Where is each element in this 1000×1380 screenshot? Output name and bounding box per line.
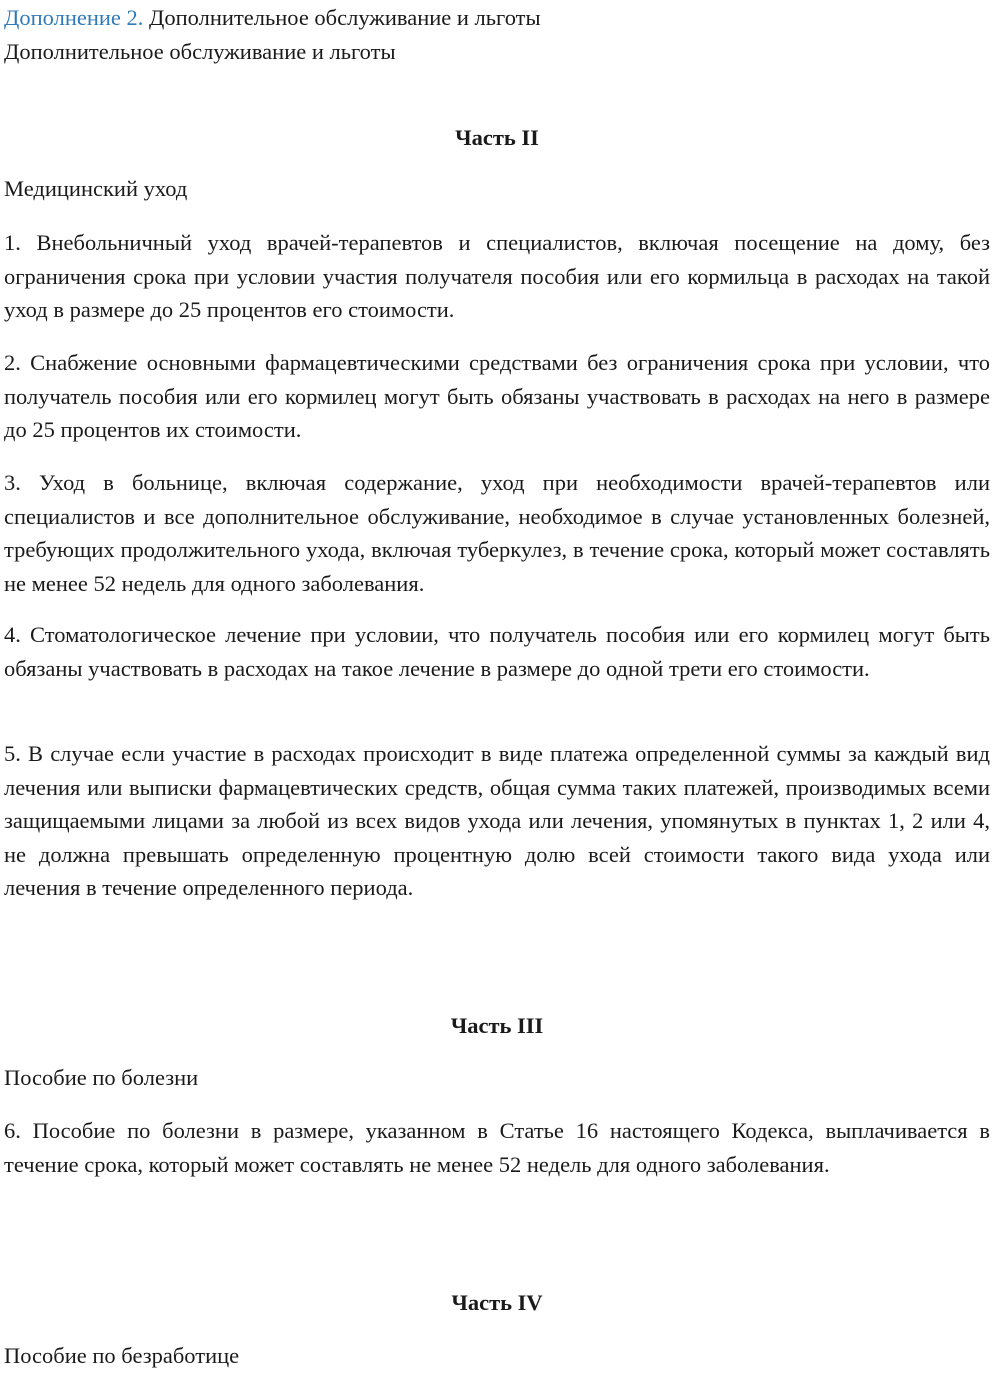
section-subtitle-unemployment-benefit: Пособие по безработице [4, 1343, 240, 1368]
paragraph-3: 3. Уход в больнице, включая содержание, уход при необходимости врачей-терапевтов или специалистов и все дополнительное обслуживание, необходимое в случае установленных болезней, требующих продолжительного ухода, включая туберкулез, в течение срока, который может составлять не менее 52 недель для одного заболевания. [4, 470, 990, 596]
paragraph-2: 2. Снабжение основными фармацевтическими средствами без ограничения срока при условии, что получатель пособия или его кормилец могут быть обязаны участвовать в расходах на него в размере до 25 процентов их стоимости. [4, 350, 990, 442]
section-heading-part-2: Часть II [455, 125, 539, 150]
breadcrumb-link[interactable]: Дополнение 2. [4, 5, 144, 30]
document-title: Дополнительное обслуживание и льготы [4, 39, 396, 64]
paragraph-4: 4. Стоматологическое лечение при условии, что получатель пособия или его кормилец могут быть обязаны участвовать в расходах на такое лечение в размере до одной трети его стоимости. [4, 622, 990, 681]
paragraph-1: 1. Внебольничный уход врачей-терапевтов и специалистов, включая посещение на дому, без ограничения срока при условии участия получателя пособия или его кормильца в расходах на такой уход в размере до 25 процентов его стоимости. [4, 230, 990, 322]
breadcrumb [4, 7, 541, 30]
section-heading-part-3: Часть III [450, 1013, 544, 1038]
paragraph-6: 6. Пособие по болезни в размере, указанном в Статье 16 настоящего Кодекса, выплачивается в течение срока, который может составлять не менее 52 недель для одного заболевания. [4, 1118, 990, 1177]
section-subtitle-medical-care: Медицинский уход [4, 176, 188, 201]
section-subtitle-sickness-benefit: Пособие по болезни [4, 1065, 199, 1090]
paragraph-5: 5. В случае если участие в расходах происходит в виде платежа определенной суммы за каждый вид лечения или выписки фармацевтических средств, общая сумма таких платежей, производимых всеми защищаемыми лицами за любой из всех видов ухода или лечения, упомянутых в пунктах 1, 2 или 4, не должна превышать определенную процентную долю всей стоимости такого вида ухода или лечения в течение определенного периода. [4, 741, 990, 900]
section-heading-part-4: Часть IV [451, 1290, 543, 1315]
breadcrumb-title: Дополнительное обслуживание и льготы [149, 5, 541, 30]
